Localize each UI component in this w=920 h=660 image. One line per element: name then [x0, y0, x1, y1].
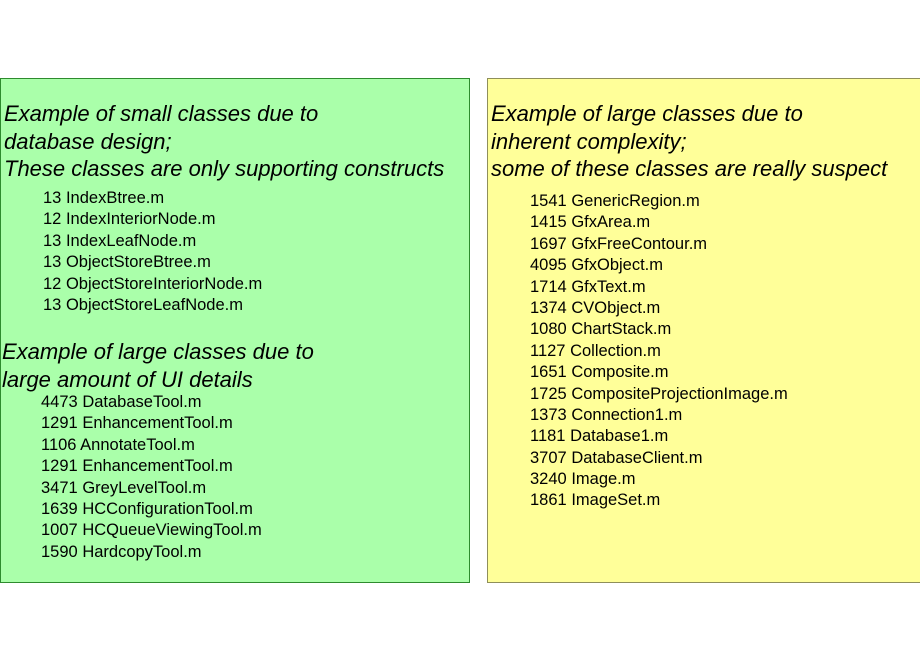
list-item: [530, 277, 788, 298]
small-classes-heading: [4, 100, 444, 183]
list-item: [530, 469, 788, 490]
list-item: [43, 188, 262, 209]
heading-line: inherent complexity;: [491, 128, 687, 154]
line-count: 1373: [530, 405, 567, 424]
heading-line: some of these classes are really suspect: [491, 156, 888, 181]
file-name: GfxText.m: [571, 277, 646, 296]
file-name: CompositeProjectionImage.m: [571, 384, 788, 403]
file-name: Composite.m: [571, 363, 669, 382]
file-name: ObjectStoreLeafNode.m: [65, 295, 243, 314]
list-item: [530, 255, 788, 276]
list-item: [530, 298, 788, 319]
file-name: GfxObject.m: [571, 256, 663, 275]
line-count: 13: [43, 189, 62, 207]
line-count: 13: [43, 231, 62, 250]
line-count: 1714: [530, 277, 567, 296]
list-item: [530, 448, 788, 469]
file-name: ImageSet.m: [571, 491, 661, 510]
line-count: 1291: [41, 414, 78, 433]
line-count: 1080: [530, 320, 567, 339]
line-count: 13: [43, 253, 62, 272]
list-item: [43, 295, 262, 316]
line-count: 13: [43, 295, 62, 314]
list-item: [530, 191, 788, 212]
line-count: 1541: [530, 192, 567, 210]
file-name: IndexLeafNode.m: [65, 231, 197, 250]
small-and-ui-classes-panel: [0, 78, 470, 583]
file-name: GfxFreeContour.m: [571, 234, 708, 253]
line-count: 1181: [530, 427, 566, 446]
large-classes-panel: [487, 78, 920, 583]
file-name: HardcopyTool.m: [82, 542, 202, 561]
file-name: IndexBtree.m: [65, 189, 165, 207]
file-name: HCQueueViewingTool.m: [82, 521, 262, 540]
line-count: 1651: [530, 363, 567, 382]
file-name: HCConfigurationTool.m: [82, 499, 253, 518]
list-item: [530, 234, 788, 255]
line-count: 1127: [530, 341, 566, 360]
line-count: 3240: [530, 470, 567, 489]
list-item: [41, 413, 262, 434]
list-item: [43, 274, 262, 295]
line-count: 4095: [530, 256, 567, 275]
list-item: [530, 212, 788, 233]
file-name: ObjectStoreBtree.m: [65, 253, 211, 272]
line-count: 12: [43, 274, 62, 293]
list-item: [41, 499, 262, 520]
line-count: 4473: [41, 393, 78, 411]
list-item: [43, 231, 262, 252]
file-name: EnhancementTool.m: [82, 414, 233, 433]
list-item: [43, 209, 262, 230]
list-item: [41, 478, 262, 499]
large-classes-list: [530, 191, 788, 512]
list-item: [530, 341, 788, 362]
line-count: 1725: [530, 384, 567, 403]
heading-line: Example of large classes due to: [491, 101, 803, 126]
heading-line: database design;: [4, 128, 172, 154]
list-item: [530, 319, 788, 340]
line-count: 1007: [41, 521, 78, 540]
file-name: ObjectStoreInteriorNode.m: [65, 274, 263, 293]
file-name: GreyLevelTool.m: [82, 478, 207, 497]
list-item: [41, 392, 262, 413]
list-item: [530, 405, 788, 426]
small-classes-list: [43, 188, 262, 316]
file-name: DatabaseTool.m: [82, 393, 202, 411]
list-item: [530, 426, 788, 447]
file-name: IndexInteriorNode.m: [65, 210, 216, 229]
list-item: [530, 362, 788, 383]
line-count: 1697: [530, 234, 567, 253]
file-name: ChartStack.m: [571, 320, 672, 339]
list-item: [41, 435, 262, 456]
file-name: GfxArea.m: [571, 213, 651, 232]
line-count: 12: [43, 210, 62, 229]
list-item: [41, 542, 262, 563]
list-item: [43, 252, 262, 273]
list-item: [41, 520, 262, 541]
line-count: 1590: [41, 542, 78, 561]
line-count: 1291: [41, 457, 78, 476]
file-name: GenericRegion.m: [571, 192, 700, 210]
list-item: [41, 456, 262, 477]
file-name: DatabaseClient.m: [571, 448, 703, 467]
file-name: Connection1.m: [571, 405, 683, 424]
heading-line: These classes are only supporting constructs: [4, 156, 445, 181]
heading-line: large amount of UI details: [2, 366, 253, 392]
heading-line: Example of large classes due to: [2, 339, 314, 364]
line-count: 3707: [530, 448, 567, 467]
line-count: 1861: [530, 491, 567, 510]
file-name: Database1.m: [570, 427, 669, 446]
ui-classes-heading: [2, 338, 314, 393]
file-name: CVObject.m: [571, 298, 661, 317]
file-name: Image.m: [571, 470, 636, 489]
file-name: AnnotateTool.m: [80, 435, 195, 454]
file-name: EnhancementTool.m: [82, 457, 233, 476]
line-count: 3471: [41, 478, 78, 497]
line-count: 1639: [41, 499, 78, 518]
line-count: 1106: [41, 435, 77, 454]
large-classes-heading: [491, 100, 887, 183]
list-item: [530, 490, 788, 511]
file-name: Collection.m: [570, 341, 661, 360]
line-count: 1374: [530, 298, 567, 317]
heading-line: Example of small classes due to: [4, 101, 319, 126]
line-count: 1415: [530, 213, 567, 232]
list-item: [530, 384, 788, 405]
ui-classes-list: [41, 392, 262, 563]
